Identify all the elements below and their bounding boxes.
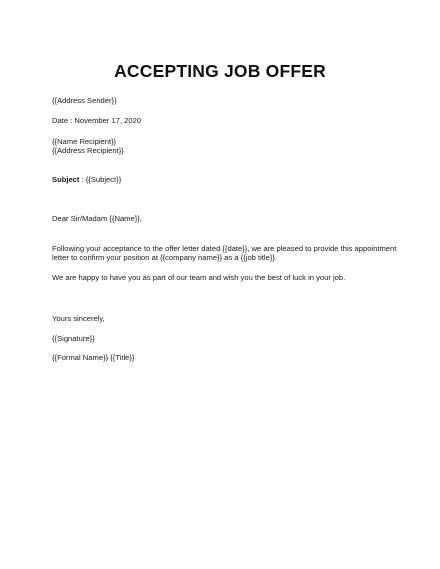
closing: Yours sincerely, [52, 314, 105, 323]
body-line-2: letter to confirm your position at {{company name}} as a {{job title}}. [52, 253, 277, 262]
date-line: Date : November 17, 2020 [52, 116, 142, 125]
formal-name-title: {{Formal Name}} {{Title}} [52, 353, 135, 362]
name-recipient: {{Name Recipient}} [52, 137, 117, 146]
subject-value: : {{Subject}} [79, 175, 122, 184]
address-sender: {{Address Sender}} [52, 96, 117, 105]
body-line-1: Following your acceptance to the offer letter dated {{date}}, we are pleased to provide this appointment [52, 244, 397, 253]
subject-line [52, 175, 121, 184]
signature: {{Signature}} [52, 334, 95, 343]
address-recipient: {{Address Recipient}} [52, 146, 124, 155]
body-line-3: We are happy to have you as part of our team and wish you the best of luck in your job. [52, 273, 346, 282]
document-title: ACCEPTING JOB OFFER [114, 61, 326, 81]
subject-label: Subject [52, 175, 80, 184]
salutation: Dear Sir/Madam {{Name}}, [52, 214, 142, 223]
